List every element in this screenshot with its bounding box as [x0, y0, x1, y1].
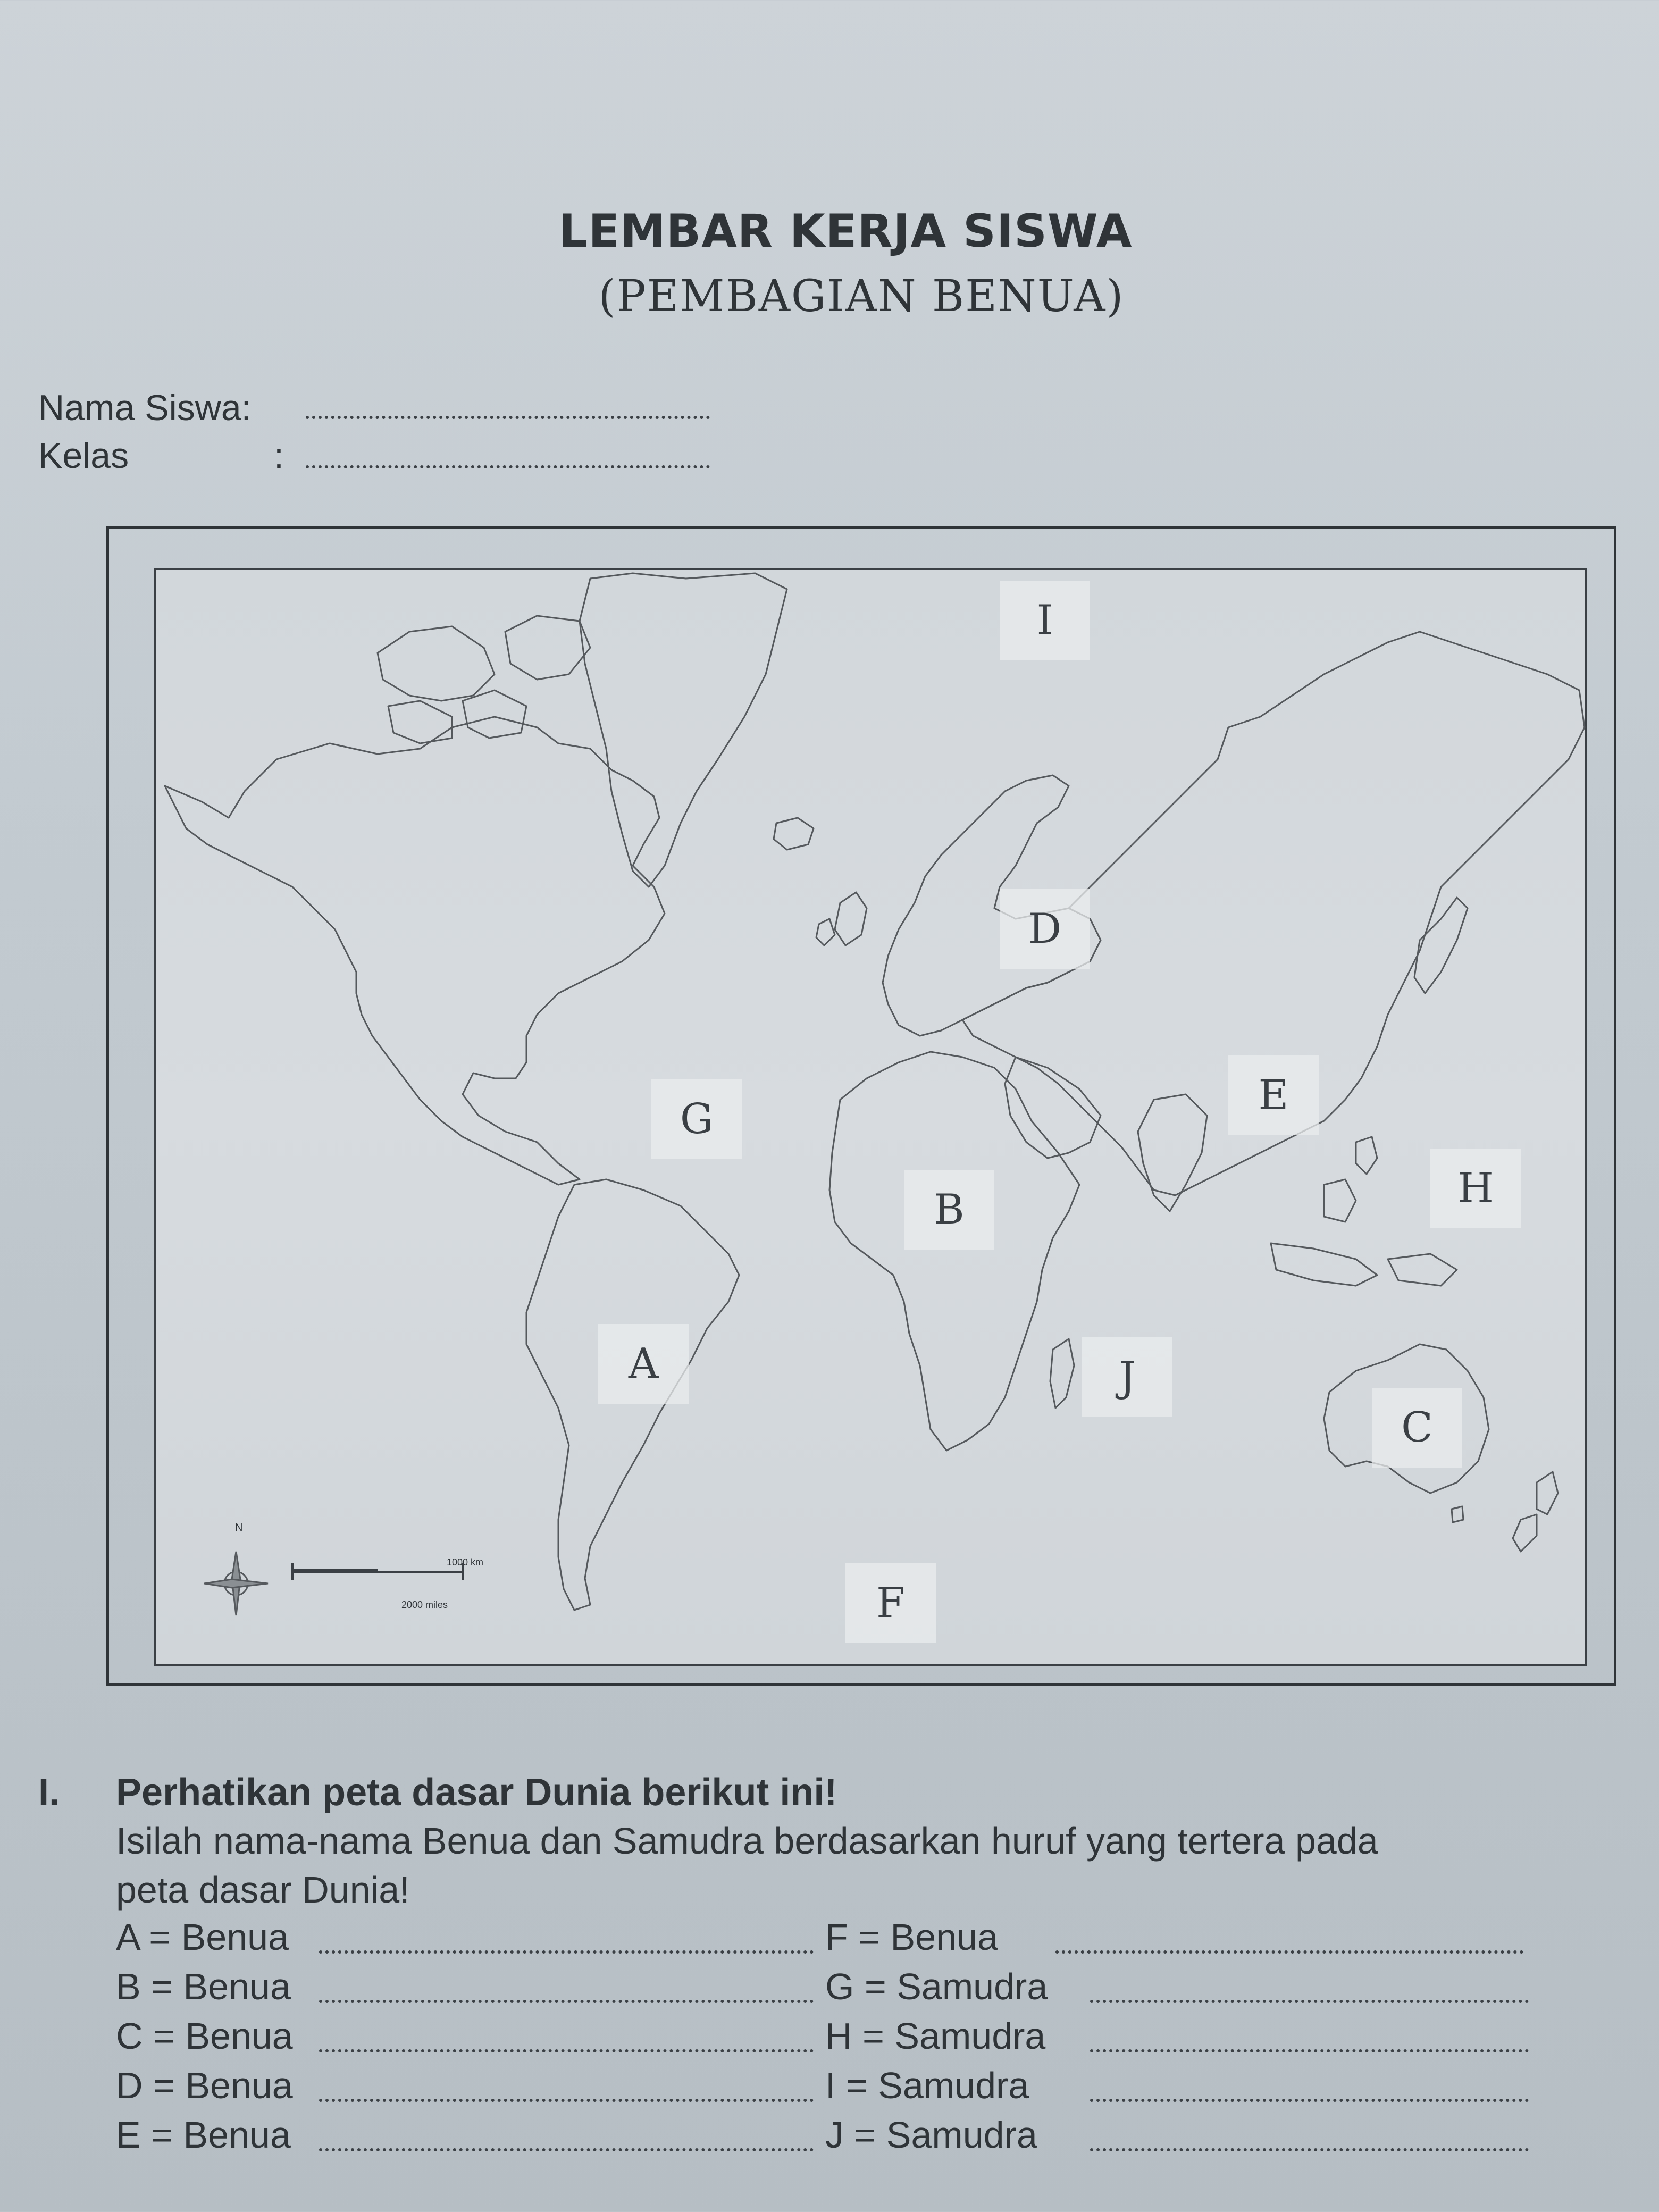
class-field[interactable]: [306, 465, 710, 468]
greenland-outline: [580, 573, 787, 887]
answer-e-field[interactable]: [319, 2148, 814, 2151]
question-title: Perhatikan peta dasar Dunia berikut ini!: [116, 1771, 837, 1814]
answer-b-label: B = Benua: [116, 1966, 291, 2007]
answer-a-label: A = Benua: [116, 1916, 289, 1958]
answer-g-field[interactable]: [1090, 2000, 1529, 2003]
answer-g-label: G = Samudra: [825, 1966, 1048, 2007]
answer-f-label: F = Benua: [825, 1916, 998, 1958]
class-label: Kelas: [38, 435, 129, 476]
map-label-h: H: [1430, 1149, 1521, 1228]
page-title: LEMBAR KERJA SISWA: [558, 205, 1133, 258]
answer-c-field[interactable]: [319, 2049, 814, 2052]
answer-f-field[interactable]: [1055, 1950, 1523, 1954]
student-name-label: Nama Siswa:: [38, 388, 252, 428]
map-label-b: B: [904, 1170, 994, 1250]
scale-km-label: 1000 km: [447, 1557, 484, 1568]
map-label-c: C: [1372, 1388, 1462, 1468]
question-number: I.: [38, 1771, 60, 1814]
question-instruction-line-2: peta dasar Dunia!: [116, 1869, 410, 1911]
answer-h-field[interactable]: [1090, 2049, 1529, 2052]
answer-h-label: H = Samudra: [825, 2015, 1046, 2057]
answer-i-label: I = Samudra: [825, 2065, 1029, 2106]
map-label-g: G: [651, 1079, 742, 1159]
student-name-field[interactable]: [306, 416, 710, 419]
continent-north-america-outline: [165, 717, 665, 1185]
answer-a-field[interactable]: [319, 1950, 814, 1954]
map-label-d: D: [1000, 889, 1090, 969]
class-colon: :: [274, 435, 284, 476]
scale-bar: [292, 1563, 463, 1580]
map-label-e: E: [1228, 1055, 1319, 1135]
world-outline-map: [154, 568, 1587, 1666]
answer-j-label: J = Samudra: [825, 2114, 1037, 2156]
compass-north-label: N: [235, 1522, 243, 1534]
continent-africa-outline: [830, 1052, 1079, 1451]
answer-i-field[interactable]: [1090, 2099, 1529, 2102]
indian-subcontinent-outline: [1138, 1094, 1207, 1211]
answer-j-field[interactable]: [1090, 2148, 1529, 2151]
question-instruction-line-1: Isilah nama-nama Benua dan Samudra berdasarkan huruf yang tertera pada: [116, 1820, 1378, 1862]
answer-c-label: C = Benua: [116, 2015, 293, 2057]
map-label-j: J: [1082, 1337, 1172, 1417]
arabian-peninsula-outline: [1005, 1057, 1101, 1158]
arctic-islands-outline: [378, 626, 495, 701]
compass-rose-icon: [204, 1552, 268, 1615]
answer-d-label: D = Benua: [116, 2065, 293, 2106]
answer-e-label: E = Benua: [116, 2114, 291, 2156]
map-label-i: I: [1000, 581, 1090, 660]
map-label-a: A: [598, 1324, 689, 1404]
map-label-f: F: [845, 1563, 936, 1643]
page-subtitle: (PEMBAGIAN BENUA): [598, 271, 1125, 322]
answer-b-field[interactable]: [319, 2000, 814, 2003]
scale-miles-label: 2000 miles: [401, 1599, 448, 1610]
answer-d-field[interactable]: [319, 2099, 814, 2102]
